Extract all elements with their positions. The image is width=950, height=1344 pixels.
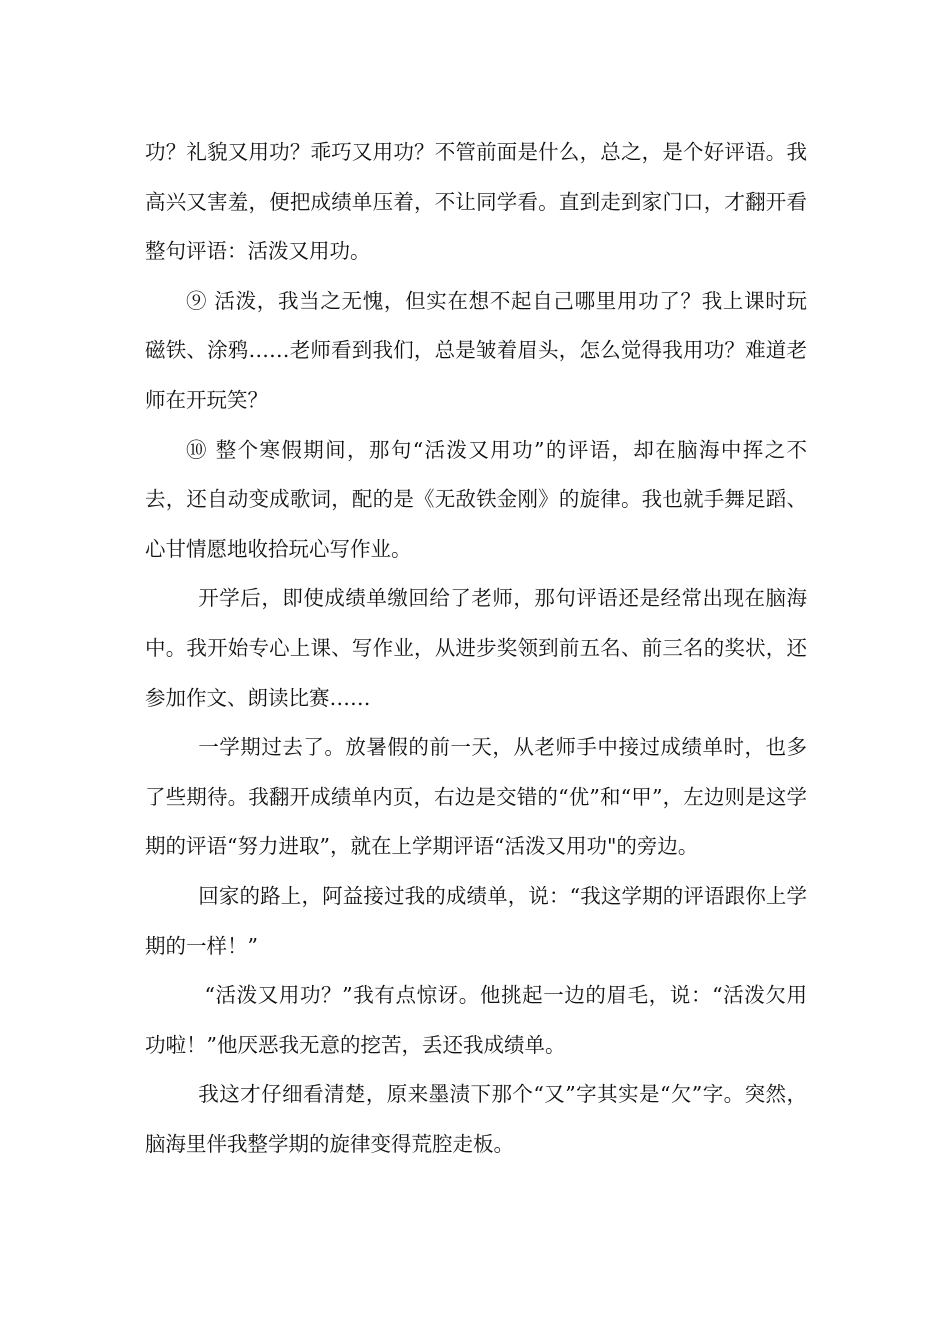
paragraph-continuation: 功？礼貌又用功？乖巧又用功？不管前面是什么，总之，是个好评语。我高兴又害羞，便把成绩单压着，不让同学看。直到走到家门口，才翻开看整句评语：活泼又用功。 (145, 140, 807, 264)
text-column (145, 128, 807, 1169)
paragraph-semester-end: 一学期过去了。放暑假的前一天，从老师手中接过成绩单时，也多了些期待。我翻开成绩单内页，右边是交错的“优”和“甲”，左边则是这学期的评语“努力进取”，就在上学期评语“活泼又用功"的旁边。 (145, 735, 807, 859)
paragraph-dialogue: “活泼又用功？”我有点惊讶。他挑起一边的眉毛，说：“活泼欠用功啦！”他厌恶我无意的挖苦，丢还我成绩单。 (145, 983, 807, 1057)
paragraph-10: ⑩ 整个寒假期间，那句“活泼又用功”的评语，却在脑海中挥之不去，还自动变成歌词，配的是《无敌铁金刚》的旋律。我也就手舞足蹈、心甘情愿地收拾玩心写作业。 (145, 437, 807, 561)
paragraph-school-start: 开学后，即使成绩单缴回给了老师，那句评语还是经常出现在脑海中。我开始专心上课、写作业，从进步奖领到前五名、前三名的奖状，还参加作文、朗读比赛…… (145, 586, 807, 710)
paragraph-ending: 我这才仔细看清楚，原来墨渍下那个“又”字其实是“欠”字。突然，脑海里伴我整学期的旋律变得荒腔走板。 (145, 1082, 807, 1156)
paragraph-9: ⑨ 活泼，我当之无愧，但实在想不起自己哪里用功了？我上课时玩磁铁、涂鸦……老师看到我们，总是皱着眉头，怎么觉得我用功？难道老师在开玩笑？ (145, 288, 807, 412)
paragraph-way-home: 回家的路上，阿益接过我的成绩单，说：“我这学期的评语跟你上学期的一样！” (145, 883, 807, 958)
